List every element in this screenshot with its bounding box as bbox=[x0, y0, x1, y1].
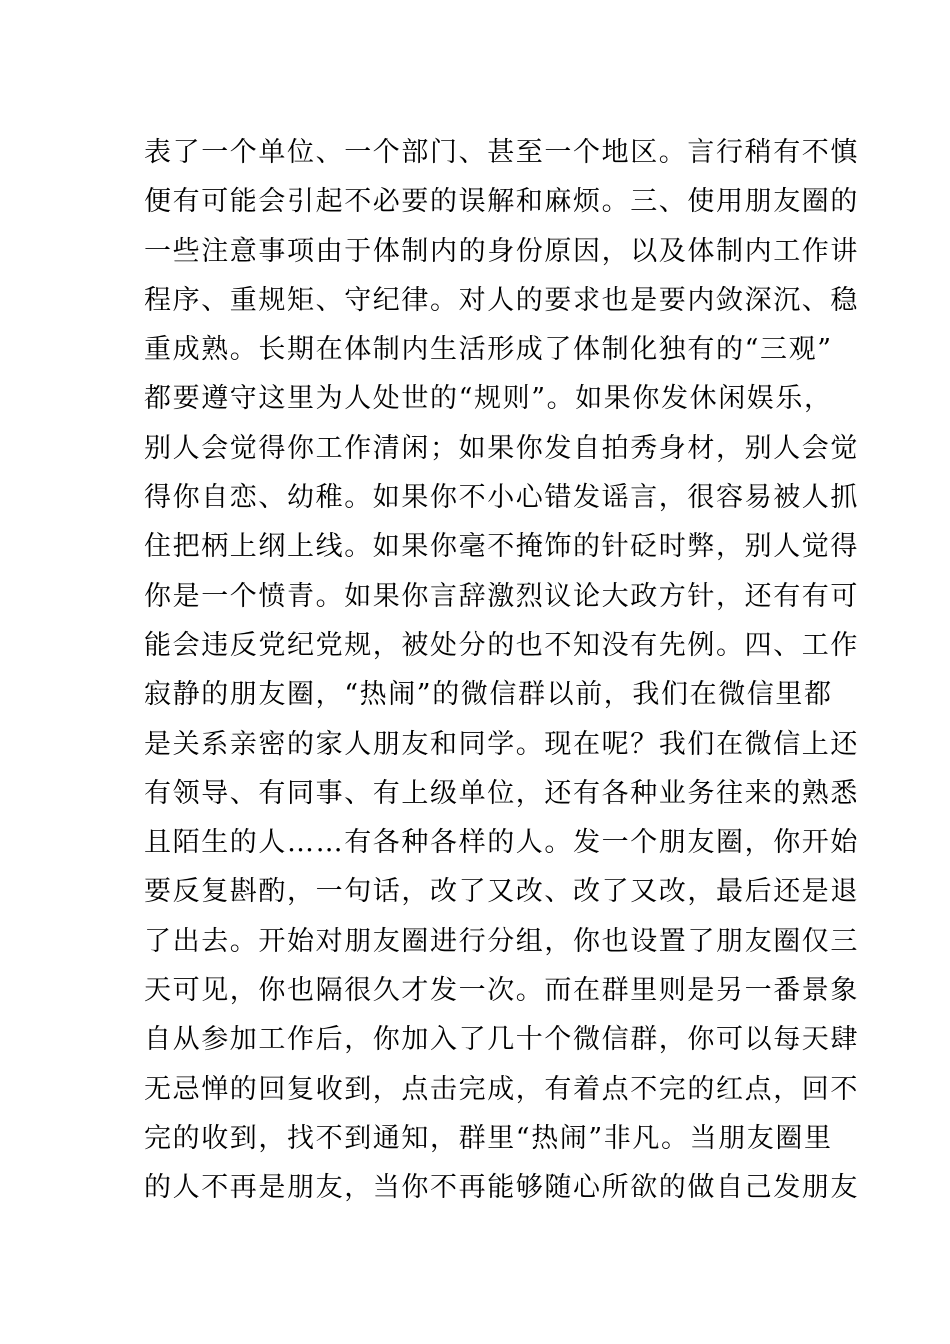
text-line: 无忌惮的回复收到，点击完成，有着点不完的红点，回不 bbox=[144, 1073, 859, 1105]
text-line: 寂静的朋友圈，“热闹”的微信群以前，我们在微信里都 bbox=[144, 679, 833, 711]
text-line: 天可见，你也隔很久才发一次。而在群里则是另一番景象 bbox=[144, 975, 859, 1007]
text-line: 有领导、有同事、有上级单位，还有各种业务往来的熟悉 bbox=[144, 777, 859, 809]
text-line: 程序、重规矩、守纪律。对人的要求也是要内敛深沉、稳 bbox=[144, 284, 859, 316]
text-line: 能会违反党纪党规，被处分的也不知没有先例。四、工作 bbox=[144, 629, 859, 661]
text-line: 住把柄上纲上线。如果你毫不掩饰的针砭时弊，别人觉得 bbox=[144, 531, 859, 563]
text-line: 自从参加工作后，你加入了几十个微信群，你可以每天肆 bbox=[144, 1024, 859, 1056]
body-text bbox=[144, 128, 859, 1213]
text-line: 得你自恋、幼稚。如果你不小心错发谣言，很容易被人抓 bbox=[144, 482, 859, 514]
text-line: 别人会觉得你工作清闲；如果你发自拍秀身材，别人会觉 bbox=[144, 432, 859, 464]
text-line: 的人不再是朋友，当你不再能够随心所欲的做自己发朋友 bbox=[144, 1172, 859, 1204]
text-line: 表了一个单位、一个部门、甚至一个地区。言行稍有不慎 bbox=[144, 137, 859, 168]
text-line: 且陌生的人……有各种各样的人。发一个朋友圈，你开始 bbox=[144, 827, 859, 859]
text-line: 要反复斟酌，一句话，改了又改、改了又改，最后还是退 bbox=[144, 876, 859, 908]
text-line: 你是一个愤青。如果你言辞激烈议论大政方针，还有有可 bbox=[144, 580, 859, 612]
text-line: 都要遵守这里为人处世的“规则”。如果你发休闲娱乐， bbox=[144, 383, 833, 415]
text-line: 一些注意事项由于体制内的身份原因，以及体制内工作讲 bbox=[144, 235, 859, 267]
text-line: 是关系亲密的家人朋友和同学。现在呢？我们在微信上还 bbox=[144, 728, 859, 760]
text-line: 重成熟。长期在体制内生活形成了体制化独有的“三观” bbox=[144, 334, 833, 366]
text-line: 完的收到，找不到通知，群里“热闹”非凡。当朋友圈里 bbox=[144, 1122, 833, 1154]
text-line: 便有可能会引起不必要的误解和麻烦。三、使用朋友圈的 bbox=[144, 186, 859, 218]
text-line: 了出去。开始对朋友圈进行分组，你也设置了朋友圈仅三 bbox=[144, 925, 859, 957]
